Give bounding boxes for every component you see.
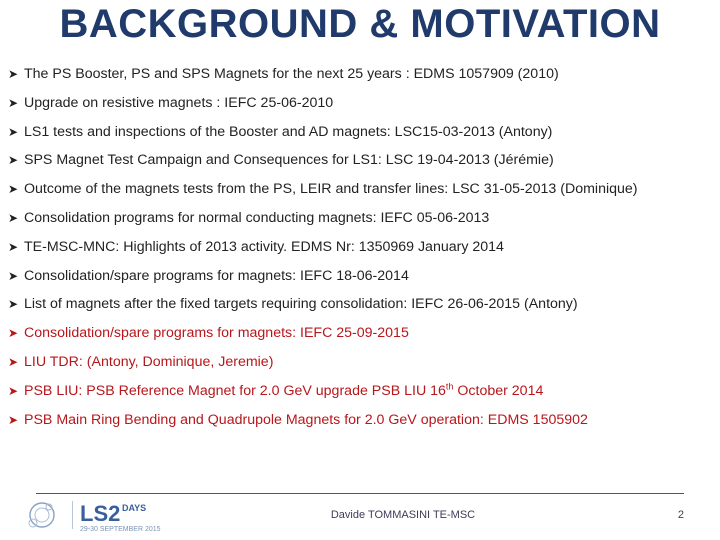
bullet-item [8,290,714,319]
arrow-bullet-icon: ➤ [8,268,19,283]
bullet-text-after: October 2014 [453,382,544,399]
logo-main-text: LS2 [80,501,121,526]
bullet-text: PSB Main Ring Bending and Quadrupole Magnets for 2.0 GeV operation: EDMS 1505902 [24,411,588,428]
cern-logo-icon [29,503,54,527]
bullet-text: PSB LIU: PSB Reference Magnet for 2.0 GeV upgrade PSB LIU 16 [24,382,446,399]
arrow-bullet-icon: ➤ [8,124,19,139]
bullet-list [8,60,714,434]
bullet-item [8,319,714,348]
bullet-text: Consolidation/spare programs for magnets: IEFC 25-09-2015 [24,325,409,342]
slide-title: BACKGROUND & MOTIVATION [59,2,661,46]
bullet-item [8,89,714,118]
bullet-item [8,204,714,233]
bullet-item [8,60,714,89]
bullet-item [8,262,714,291]
arrow-bullet-icon: ➤ [8,383,19,398]
bullet-item [8,175,714,204]
arrow-bullet-icon: ➤ [8,326,19,341]
bullet-item [8,233,714,262]
bullet-text: Consolidation/spare programs for magnets: IEFC 18-06-2014 [24,267,409,284]
logo-suffix-text: DAYS [122,503,147,513]
arrow-bullet-icon: ➤ [8,239,19,254]
ls2-days-logo [20,497,200,533]
arrow-bullet-icon: ➤ [8,153,19,168]
bullet-text: LIU TDR: (Antony, Dominique, Jeremie) [24,353,274,370]
arrow-bullet-icon: ➤ [8,67,19,81]
bullet-item [8,348,714,377]
logo-dates-text: 29-30 SEPTEMBER 2015 [80,526,161,533]
bullet-item [8,377,714,406]
bullet-text: Consolidation programs for normal conducting magnets: IEFC 05-06-2013 [24,209,490,226]
bullet-text: Outcome of the magnets tests from the PS, LEIR and transfer lines: LSC 31-05-2013 (Dominique) [24,181,638,198]
bullet-text: Upgrade on resistive magnets : IEFC 25-06-2010 [24,94,334,111]
bullet-text: The PS Booster, PS and SPS Magnets for the next 25 years : EDMS 1057909 (2010) [24,66,559,82]
bullet-text: List of magnets after the fixed targets requiring consolidation: IEFC 26-06-2015 (Antony) [24,296,578,313]
bullet-item [8,118,714,147]
arrow-bullet-icon: ➤ [8,182,19,197]
page-number: 2 [677,509,684,521]
footer-divider [36,493,684,494]
bullet-superscript: th [445,381,454,392]
arrow-bullet-icon: ➤ [8,412,19,427]
bullet-text: SPS Magnet Test Campaign and Consequences for LS1: LSC 19-04-2013 (Jérémie) [24,152,554,169]
bullet-item [8,146,714,175]
bullet-item [8,406,714,435]
bullet-text: TE-MSC-MNC: Highlights of 2013 activity. EDMS Nr: 1350969 January 2014 [24,238,504,255]
arrow-bullet-icon: ➤ [8,95,19,110]
arrow-bullet-icon: ➤ [8,210,19,225]
arrow-bullet-icon: ➤ [8,354,19,369]
arrow-bullet-icon: ➤ [8,297,19,312]
bullet-text: LS1 tests and inspections of the Booster and AD magnets: LSC15-03-2013 (Antony) [24,123,553,140]
footer-author: Davide TOMMASINI TE-MSC [330,509,476,521]
